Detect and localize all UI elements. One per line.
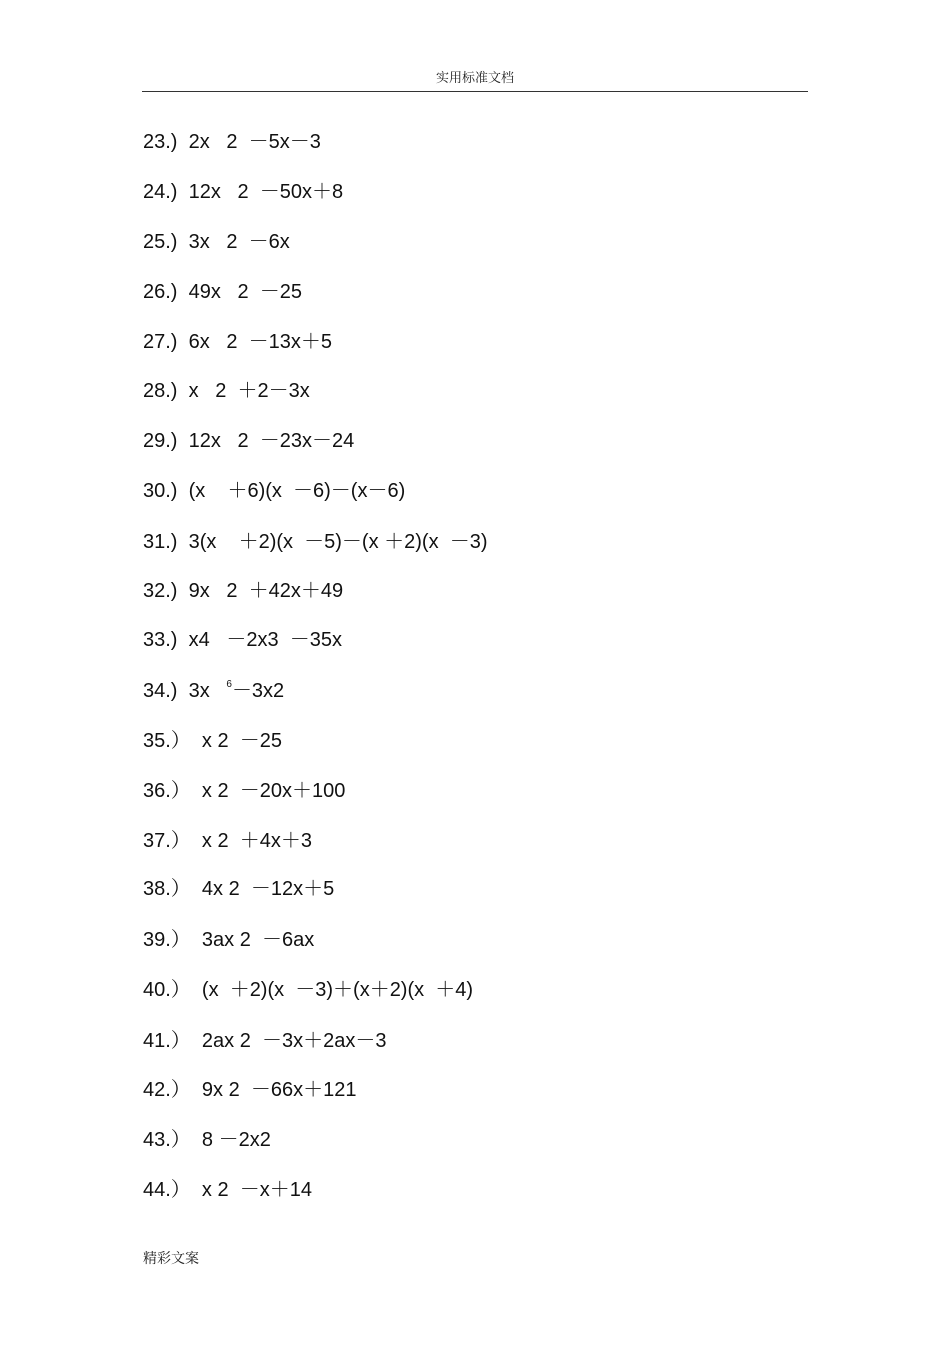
page-footer-text: 精彩文案 [143, 1251, 199, 1267]
problem-40: 40.） (x ＋2)(x －3)＋(x＋2)(x ＋4) [143, 979, 474, 1001]
problem-44: 44.） x 2 －x＋14 [143, 1179, 312, 1201]
problem-28: 28.) x 2 ＋2－3x [143, 380, 310, 402]
problem-26: 26.) 49x 2 －25 [143, 281, 302, 303]
problem-34-tail: －3x2 [231, 680, 285, 702]
problem-27: 27.) 6x 2 －13x＋5 [143, 331, 332, 353]
problem-38: 38.） 4x 2 －12x＋5 [143, 878, 335, 900]
problem-36: 36.） x 2 －20x＋100 [143, 780, 346, 802]
header-divider [142, 91, 808, 92]
problem-32: 32.) 9x 2 ＋42x＋49 [143, 580, 344, 602]
problem-34 [143, 679, 284, 703]
problem-34-superscript: 6 [226, 679, 232, 690]
problem-43: 43.） 8 －2x2 [143, 1129, 271, 1151]
problem-35: 35.） x 2 －25 [143, 730, 282, 752]
problem-34-base: 34.) 3x [143, 680, 227, 702]
problem-24: 24.) 12x 2 －50x＋8 [143, 181, 344, 203]
problem-42: 42.） 9x 2 －66x＋121 [143, 1079, 357, 1101]
problem-31: 31.) 3(x ＋2)(x －5)－(x ＋2)(x －3) [143, 531, 488, 553]
problem-39: 39.） 3ax 2 －6ax [143, 929, 315, 951]
problem-41: 41.） 2ax 2 －3x＋2ax－3 [143, 1030, 387, 1052]
problem-23: 23.) 2x 2 －5x－3 [143, 131, 321, 153]
page-header-title: 实用标准文档 [435, 71, 514, 86]
problem-29: 29.) 12x 2 －23x－24 [143, 430, 355, 452]
problem-37: 37.） x 2 ＋4x＋3 [143, 830, 312, 852]
problem-25: 25.) 3x 2 －6x [143, 231, 290, 253]
problem-33: 33.) x4 －2x3 －35x [143, 629, 342, 651]
problem-30: 30.) (x ＋6)(x －6)－(x－6) [143, 480, 406, 502]
